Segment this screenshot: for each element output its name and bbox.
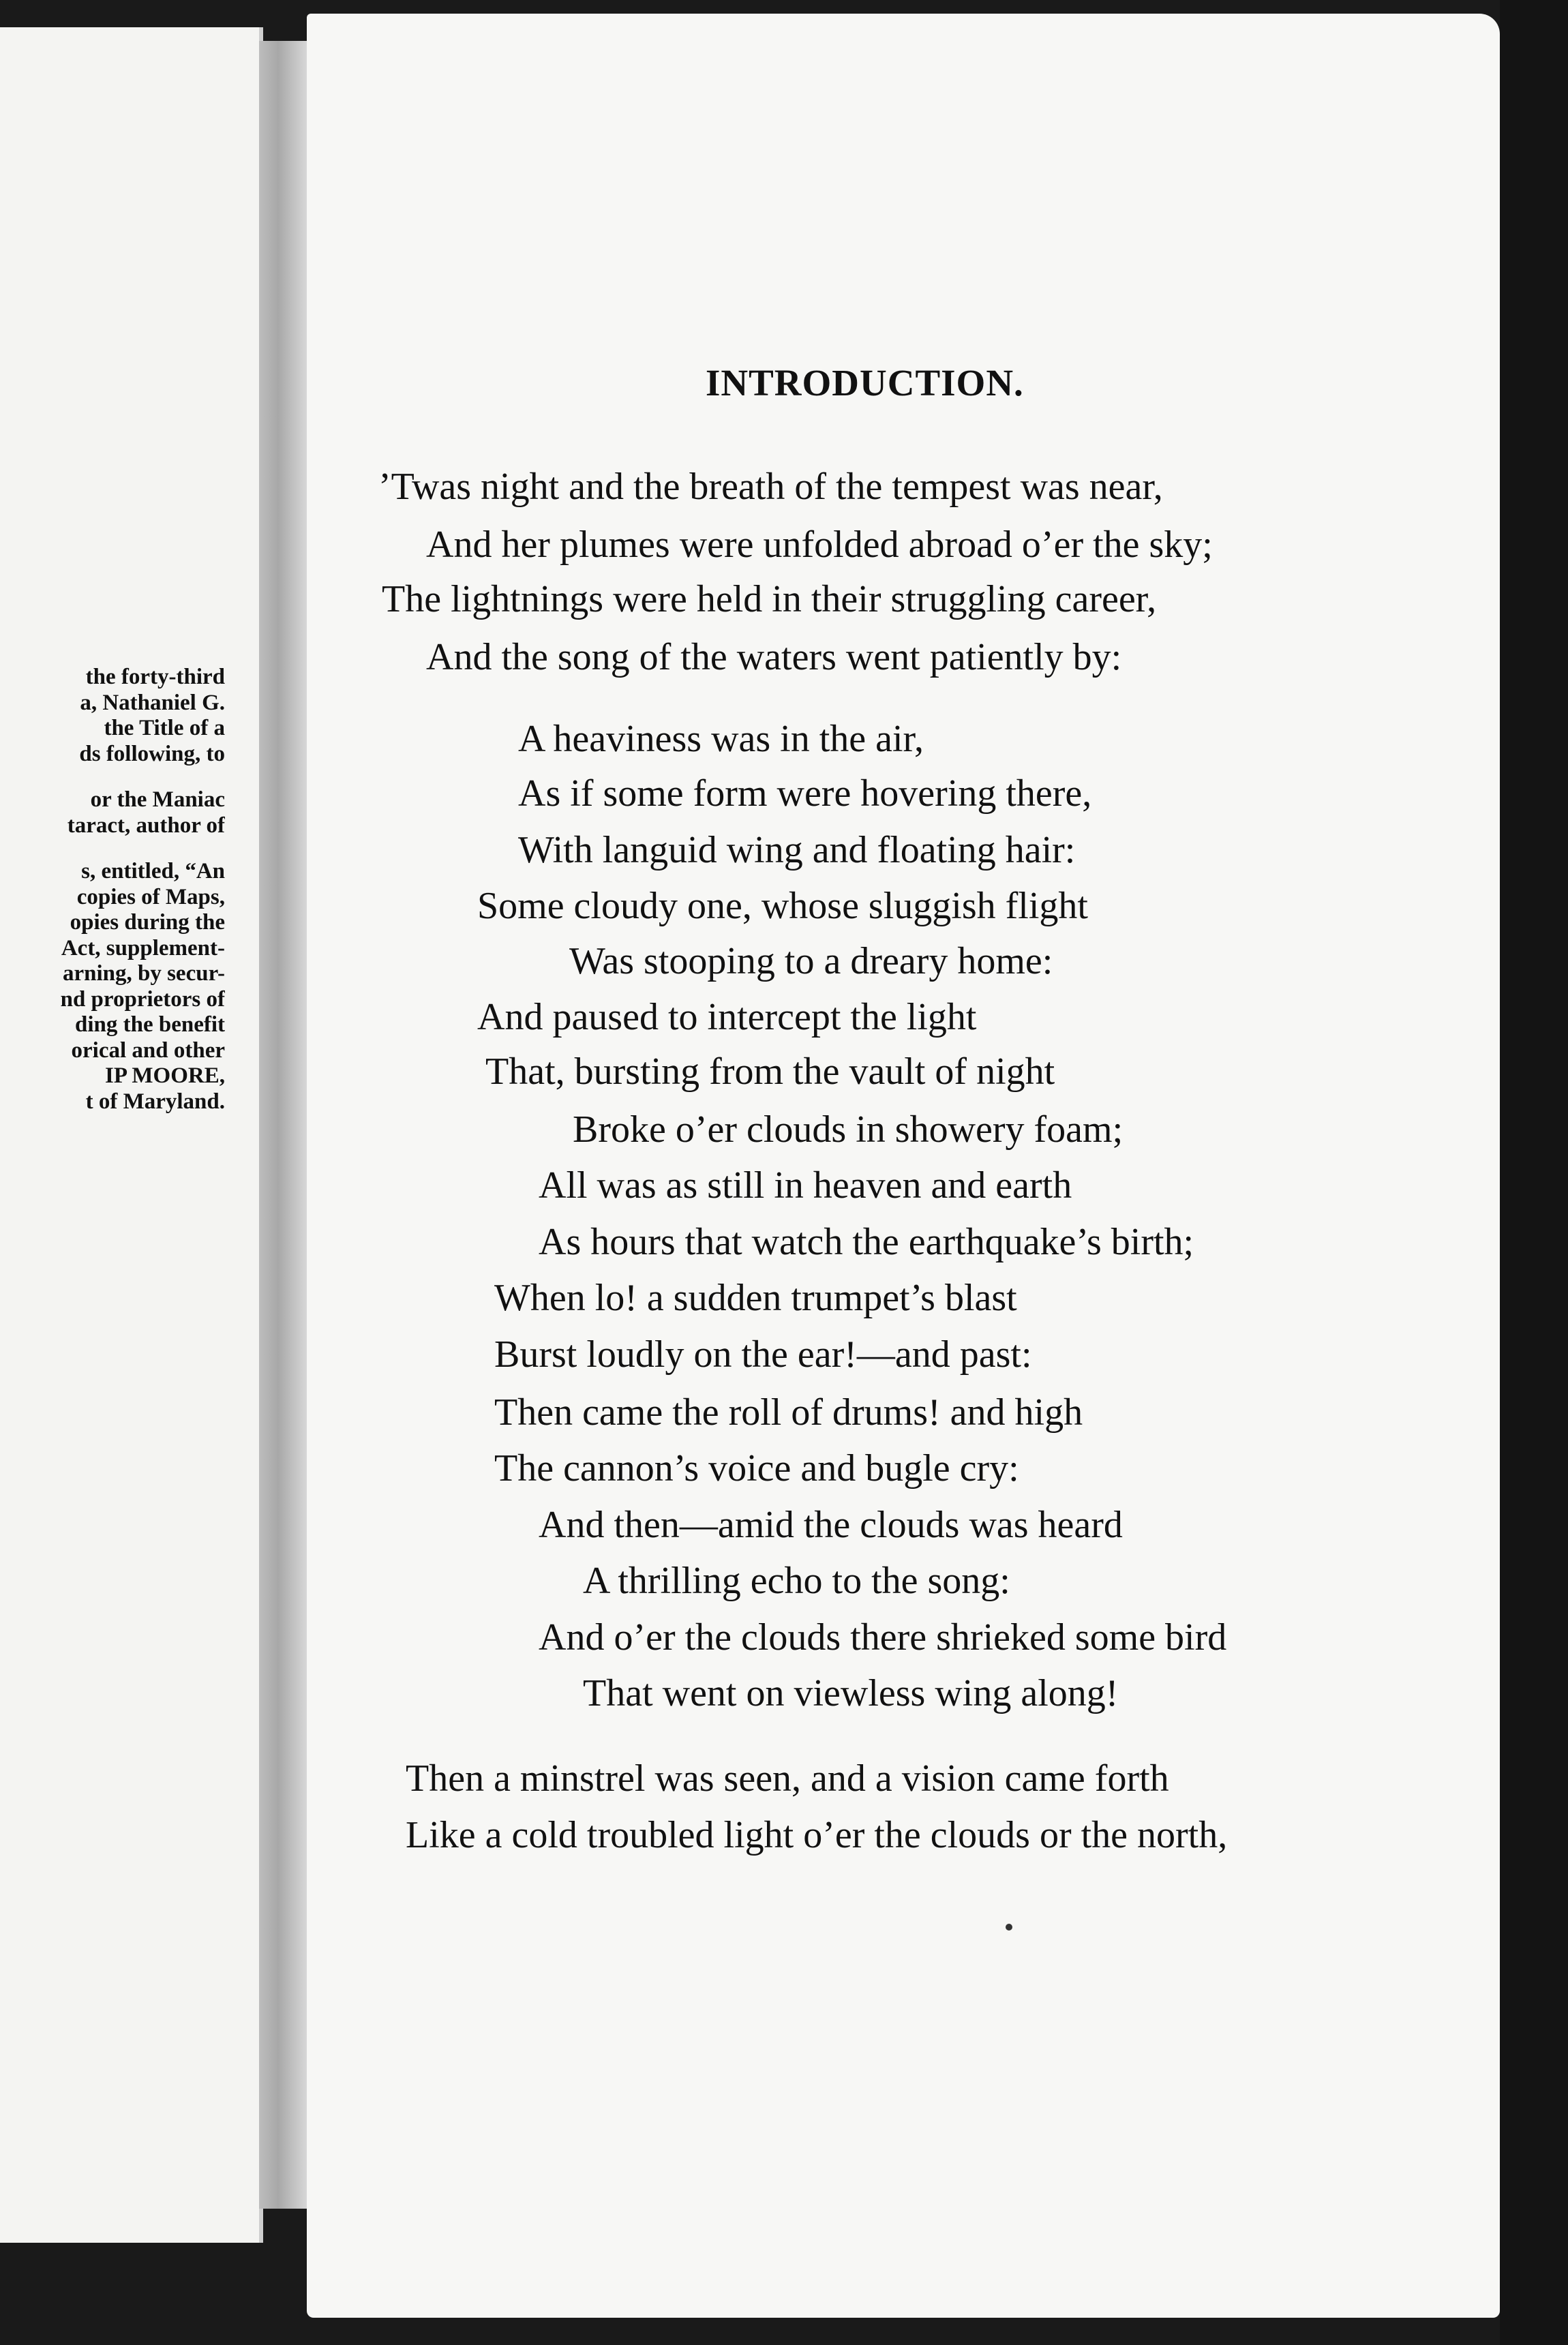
left-line: copies of Maps,: [76, 884, 225, 909]
scan-edge: [1500, 0, 1568, 2345]
poem-line: And paused to intercept the light: [477, 996, 977, 1038]
left-line: s, entitled, “An: [81, 859, 225, 883]
poem-line: All was as still in heaven and earth: [539, 1164, 1072, 1207]
page-title: INTRODUCTION.: [706, 362, 1024, 404]
left-line: IP MOORE,: [104, 1063, 225, 1088]
left-line: ds following, to: [79, 741, 225, 766]
left-page-text: [0, 665, 225, 1115]
ink-speck: [1006, 1924, 1012, 1931]
left-line: arning, by secur-: [62, 961, 225, 986]
left-line: a, Nathaniel G.: [80, 690, 225, 715]
left-line: or the Maniac: [90, 787, 225, 812]
poem-line: Burst loudly on the ear!—and past:: [494, 1333, 1032, 1376]
poem-line: A heaviness was in the air,: [518, 718, 924, 760]
left-line: taract, author of: [67, 813, 225, 838]
poem-line: Then a minstrel was seen, and a vision came forth: [406, 1757, 1169, 1800]
left-page: [0, 27, 263, 2243]
page-gutter: [259, 41, 307, 2209]
left-line: t of Maryland.: [85, 1089, 225, 1114]
left-line: the forty-third: [85, 665, 225, 689]
left-gap: [0, 838, 225, 859]
poem-line: Like a cold troubled light o’er the clouds or the north,: [406, 1814, 1228, 1856]
poem-line: Some cloudy one, whose sluggish flight: [477, 885, 1088, 927]
poem-line: As if some form were hovering there,: [518, 772, 1092, 815]
left-line: nd proprietors of: [60, 986, 225, 1012]
poem-line: Then came the roll of drums! and high: [494, 1391, 1083, 1434]
poem-line: That went on viewless wing along!: [583, 1672, 1119, 1714]
poem-line: A thrilling echo to the song:: [583, 1560, 1010, 1602]
poem-line: And then—amid the clouds was heard: [539, 1504, 1123, 1546]
left-line: ding the benefit: [74, 1012, 225, 1037]
left-line: Act, supplement-: [61, 935, 225, 960]
poem-line: And o’er the clouds there shrieked some bird: [539, 1616, 1227, 1659]
poem-line: When lo! a sudden trumpet’s blast: [494, 1277, 1017, 1319]
poem-line: And her plumes were unfolded abroad o’er the sky;: [426, 524, 1213, 566]
left-line: opies during the: [70, 910, 225, 935]
left-line: orical and other: [71, 1038, 225, 1063]
left-gap: [0, 767, 225, 787]
poem-line: As hours that watch the earthquake’s birth;: [539, 1221, 1194, 1263]
poem-line: Broke o’er clouds in showery foam;: [573, 1108, 1124, 1151]
poem-line: ’Twas night and the breath of the tempest was near,: [378, 466, 1163, 508]
left-line: the Title of a: [104, 716, 225, 740]
poem-line: The cannon’s voice and bugle cry:: [494, 1447, 1019, 1489]
poem-line: That, bursting from the vault of night: [485, 1050, 1055, 1093]
poem-line: And the song of the waters went patiently by:: [426, 636, 1122, 678]
poem-line: With languid wing and floating hair:: [518, 829, 1076, 871]
poem-line: The lightnings were held in their struggling career,: [382, 578, 1157, 620]
poem-line: Was stooping to a dreary home:: [569, 940, 1053, 982]
